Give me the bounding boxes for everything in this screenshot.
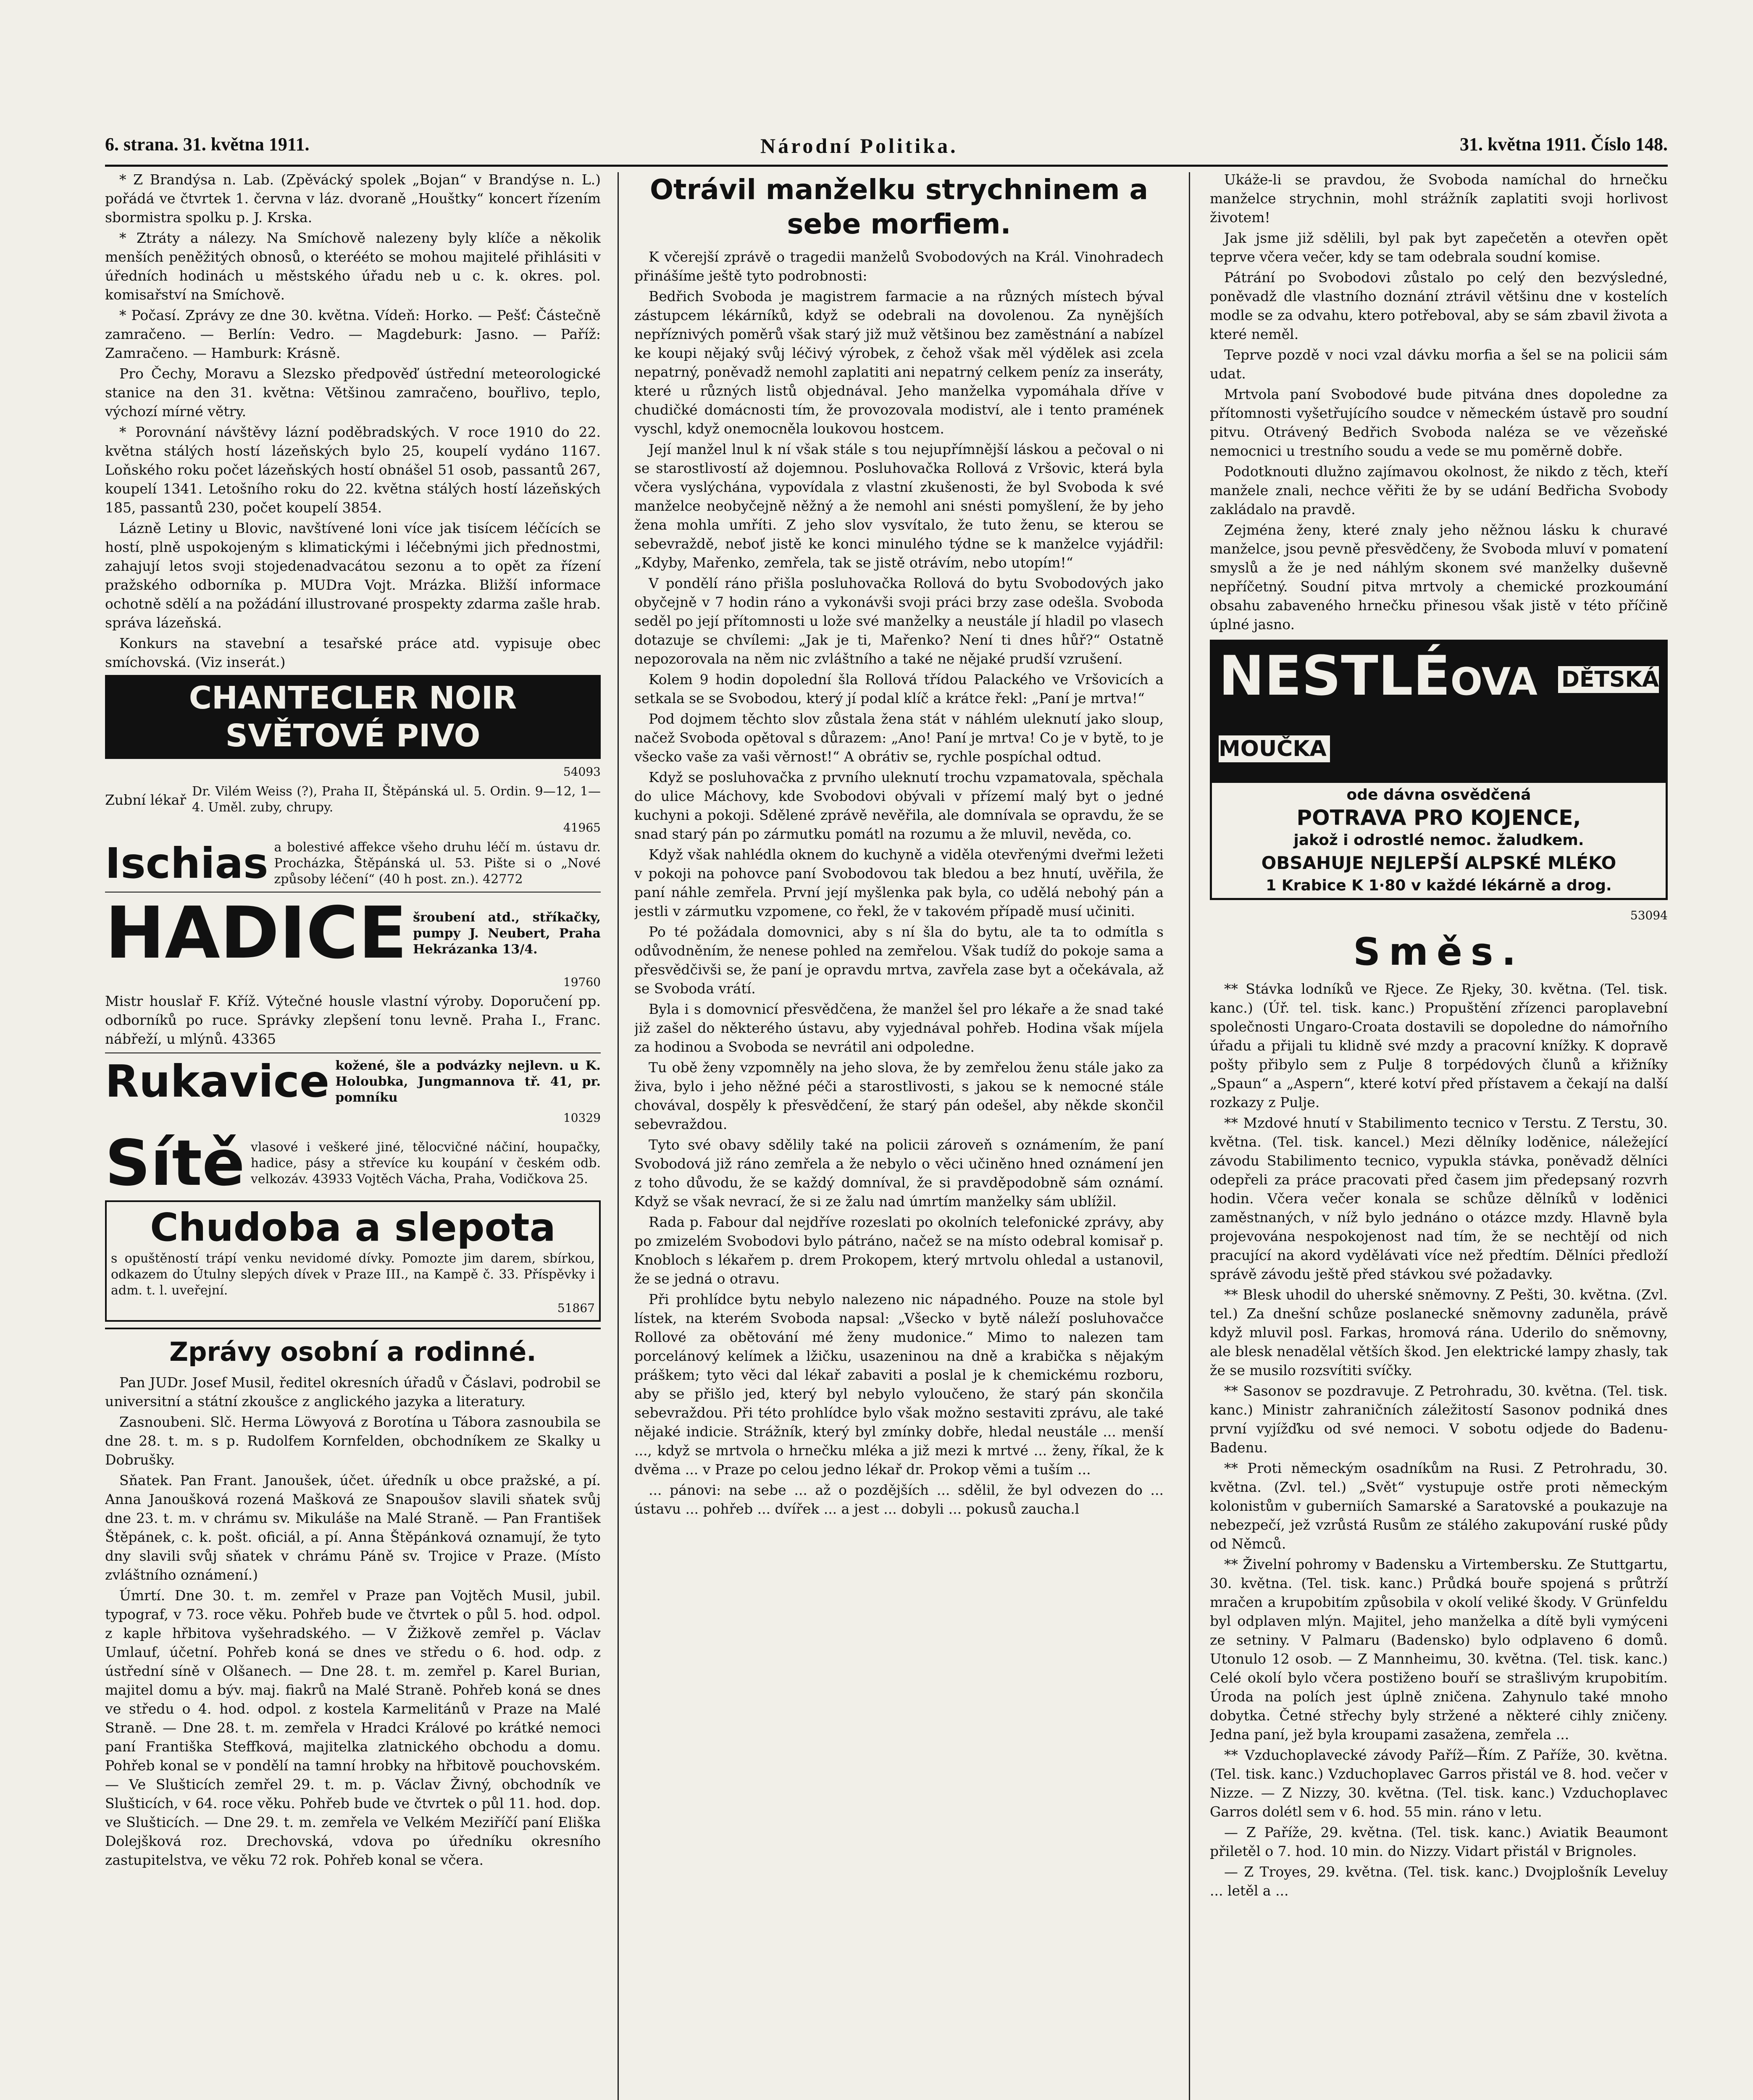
- news-item: * Ztráty a nálezy. Na Smíchově nalezeny byly klíče a několik menších peněžitých obnosů, o kterééto se mohou majitelé přihlásiti v úředních hodinách u městského úřadu neb u c. k. okres. pol. komisařství na Smíchově.: [105, 230, 601, 303]
- news-item: Lázně Letiny u Blovic, navštívené loni více jak tisícem léčících se hostí, plně uspokojeným s klimatickými i léčebnými jich přednostmi, zahajují letos svoji stojedenadvacátou sezonu a to opět za řízení pražského odborníka p. MUDra Vojt. Mrázka. Bližší informace ochotně sdělí a na požádání illustrované prospekty zdarma zašle hrab. správa lázeňská.: [105, 520, 601, 631]
- ad-nestle-banner: [1212, 642, 1666, 783]
- ad-headline: Ischias: [105, 839, 268, 888]
- news-item: ** Živelní pohromy v Badensku a Virtembersku. Ze Stuttgartu, 30. května. (Tel. tisk. kanc.) Průdká bouře spojená s průtrží mračen a krupobitím způsobila v okolí veliké škody. V Grünfeldu byl odplaven mlýn. Majitel, jeho manželka a dítě byli vymýceni ze setniny. V Palmaru (Badensko) bylo odplaveno 6 domů. Utonulo 12 osob. — Z Mannheimu, 30. května. (Tel. tisk. kanc.) Celé okolí bylo včera postiženo bouří se strašlivým krupobitím. Úroda na polích jest úplně zničena. Zahynulo také mnoho dobytka. Četné střechy byly stržené a některé cihly zničeny. Jedna paní, jež byla kroupami zasažena, zemřela ...: [1210, 1556, 1668, 1743]
- ad-text: Dr. Vilém Weiss (?), Praha II, Štěpánská ul. 5. Ordin. 9—12, 1—4. Uměl. zuby, chrupy.: [192, 784, 601, 815]
- ad-text: vlasové i veškeré jiné, tělocvičné náčiní, houpačky, hadice, pásy a střevíce ku koupání v českém odb. velkozáv. 43933 Vojtěch Vácha, Praha, Vodičkova 25.: [250, 1140, 601, 1186]
- ad-number: 41965: [563, 821, 601, 835]
- news-item: ** Blesk uhodil do uherské sněmovny. Z Pešti, 30. května. (Zvl. tel.) Za dnešní schůze poslanecké sněmovny zaduněla, právě když mluvil posl. Farkas, hromová rána. Uderilo do sněmovny, ale blesk nenadělal větších škod. Jen elektrické lampy zhasly, tak že se musilo rozsvítiti svíčky.: [1210, 1286, 1668, 1379]
- ad-zubni-lekar: [105, 784, 601, 816]
- ad-headline: HADICE: [105, 892, 407, 975]
- article-paragraph: ... pánovi: na sebe ... až o pozdějších ... sdělil, že byl odvezen do ... ústavu ... pohřeb ... dvířek ... a jest ... dobyli ... pokusů zaucha.l: [634, 1482, 1164, 1517]
- ad-chantecler-line-1: CHANTECLER NOIR: [189, 680, 517, 716]
- column-3: [1210, 170, 1668, 2100]
- section-title: Zprávy osobní a rodinné.: [169, 1336, 536, 1367]
- article-paragraph: Mrtvola paní Svobodové bude pitvána dnes dopoledne za přítomnosti vyšetřujícího soudce v německém ústavě pro soudní pitvu. Otrávený Bedřich Svoboda naléza se ve vězeňské nemocnici u trestního soudu a vede se mu poměrně dobře.: [1210, 386, 1668, 459]
- news-item: Konkurs na stavební a tesařské práce atd. vypisuje obec smíchovská. (Viz inserát.): [105, 635, 601, 670]
- news-item: Úmrtí. Dne 30. t. m. zemřel v Praze pan Vojtěch Musil, jubil. typograf, v 73. roce věku. Pohřeb bude ve čtvrtek o půl 5. hod. odpol. z kaple hřbitova vyšehradského. — V Žižkově zemřel p. Václav Umlauf, účetní. Pohřeb koná se dnes ve středu o 6. hod. odp. z ústřední síně v Olšanech. — Dne 28. t. m. zemřel p. Karel Burian, majitel domu a býv. maj. fiakrů na Malé Straně. Pohřeb koná se dnes ve středu o 4. hod. odpol. z kostela Karmelitánů v Praze na Malé Straně. — Dne 28. t. m. zemřela v Hradci Králové po krátké nemoci paní Františka Steffková, majitelka zlatnického obchodu a domu. Pohřeb konal se v pondělí na tamní hrobky na hřbitově pouchovském. — Ve Slušticích zemřel 29. t. m. p. Václav Živný, obchodník ve Slušticích, v 64. roce věku. Pohřeb bude ve čtvrtek o půl 11. hod. dop. ve Slušticích. — Dne 29. t. m. zemřela ve Velkém Meziříčí paní Eliška Dolejšková roz. Drechovská, vdova po úředníku okresního zastupitelstva, ve věku 72 rok. Pohřeb konal se včera.: [105, 1587, 601, 1868]
- ad-headline: Sítě: [105, 1127, 245, 1200]
- ad-chantecler: [105, 675, 601, 759]
- ad-nestle-brand: NESTLÉ: [1219, 644, 1451, 708]
- news-item: — Z Troyes, 29. května. (Tel. tisk. kanc.) Dvojplošník Leveluy ... letěl a ...: [1210, 1864, 1668, 1899]
- news-item: Pan JUDr. Josef Musil, ředitel okresních úřadů v Čáslavi, podrobil se universitní a státní zkoušce z anglického jazyka a literatury.: [105, 1374, 601, 1410]
- article-paragraph: K včerejší zprávě o tragedii manželů Svobodových na Král. Vinohradech přinášíme ještě tyto podrobnosti:: [634, 249, 1164, 284]
- ad-headline: Chudoba a slepota: [150, 1205, 556, 1250]
- column-2: [634, 170, 1164, 2100]
- article-paragraph: Po té požádala domovnici, aby s ní šla do bytu, ale ta to odmítla s odůvodněním, že nenese pohled na zemřelou. Však tudíž do pokoje sama a přesvědčivši se, že paní je opravdu mrtva, zavřela zase byt a očekávala, až se Svoboda vrátí.: [634, 924, 1164, 997]
- article-paragraph: V pondělí ráno přišla posluhovačka Rollová do bytu Svobodových jako obyčejně v 7 hodin ráno a vykonávši svoji práci brzy zase odešla. Svoboda seděl po její přítomnosti u lože své manželky a neustále jí hladil po vlasech dotazuje se chvílemi: „Jak je ti, Mařenko? Není ti dnes hůř?“ Ostatně nepozorovala na něm nic zvláštního a také ne nějaké prudší vzrušení.: [634, 575, 1164, 667]
- news-item: ** Mzdové hnutí v Stabilimento tecnico v Terstu. Z Terstu, 30. května. (Tel. tisk. kancel.) Mezi dělníky loděnice, náležející závodu Stabilimento tecnico, vypukla stávka, poněvadž dělníci odepřeli za práce pracovati před časem jim předepsaný rozvrh hodin. Včera večer konala se schůze dělníků v loděnici zaměstnaných, v níž bylo jednáno o otázce mzdy. Hlavně byla projevována nespokojenost nad tím, že se nechtějí od nich pracující na akord vydělávati více než předtím. Dělníci předloží správě závodu ještě před stávkou své požadavky.: [1210, 1115, 1668, 1283]
- ad-nestle-product: DĚTSKÁ MOUČKA: [1219, 667, 1659, 762]
- article-paragraph: Bedřich Svoboda je magistrem farmacie a na různých místech býval zástupcem lékárníků, když se odebrali na dovolenou. Za nynějších nepříznivých poměrů však starý již muž většinou bez zaměstnání a nabízel ke koupi nějaký svůj léčivý výrobek, z čehož však měl výdělek asi zcela nepatrný, poněvadž nemohl zaplatiti ani nepatrný celkem peníz za inseráty, které u různých listů objednával. Jeho manželka vypomáhala dříve v chudičké domácnosti tím, že provozovala modiství, ale i tento pramének vyschl, když onemocněla loukovou hostcem.: [634, 288, 1164, 437]
- ad-line: jakož i odrostlé nemoc. žaludkem.: [1293, 832, 1584, 849]
- ad-number: 53094: [1630, 908, 1668, 923]
- article-paragraph: Tyto své obavy sdělily také na policii zároveň s oznámením, že paní Svobodová již ráno zemřela a že nebylo o věci učiněno hned oznámení jen z toho důvodu, že se každý domníval, že si pravděpodobně sám oznámí. Když se však nevrací, že si ze žalu nad úmrtím manželky sám ublížil.: [634, 1137, 1164, 1210]
- ad-headline: Zubní lékař: [105, 791, 187, 808]
- news-item: ** Vzduchoplavecké závody Paříž—Řím. Z Paříže, 30. května. (Tel. tisk. kanc.) Vzduchoplavec Garros přistál ve 8. hod. večer v Nizze. — Z Nizzy, 30. května. (Tel. tisk. kanc.) Vzduchoplavec Garros dolétl sem v 6. hod. 55 min. ráno v letu.: [1210, 1747, 1668, 1820]
- ad-ischias: [105, 840, 601, 887]
- article-paragraph: Zejména ženy, které znaly jeho něžnou lásku k churavé manželce, jsou pevně přesvědčeny, že Svoboda mluví v pomatení smyslů a že je ned náhlým skonem své manželky duševně nepříčetný. Soudní pitva mrtvoly a chemické prozkoumání obsahu zabaveného hrnečku přinesou však jistě v této příčině úplné jasno.: [1210, 522, 1668, 633]
- divider: [105, 1328, 601, 1329]
- column-rule-2: [1189, 172, 1190, 2100]
- article-paragraph: Když však nahlédla oknem do kuchyně a viděla otevřenými dveřmi ležeti v pokoji na pohovce paní Svobodovou tak bledou a bez hnutí, uvěřila, že paní náhle zemřela. První její myšlenka pak byla, co udělá nebohý pán a jestli v zármutku vzpomene, co řekl, že v takovém případě musí učiniti.: [634, 846, 1164, 919]
- news-item: * Porovnání návštěvy lázní poděbradských. V roce 1910 do 22. května stálých hostí lázeňských bylo 25, koupelí vydáno 1167. Loňského roku počet lázeňských hostí obnášel 51 osob, passantů 267, koupelí 1341. Letošního roku do 22. května stálých hostí lázeňských 185, passantů 230, počet koupelí 3854.: [105, 424, 601, 516]
- news-item: * Z Brandýsa n. Lab. (Zpěvácký spolek „Bojan“ v Brandýse n. L.) pořádá ve čtvrtek 1. června v láz. dvoraně „Houštky“ koncert řízením sbormistra spolku p. J. Krska.: [105, 171, 601, 226]
- news-item: * Počasí. Zprávy ze dne 30. května. Vídeň: Horko. — Pešť: Částečně zamračeno. — Berlín: Vedro. — Magdeburk: Jasno. — Paříž: Zamračeno. — Hamburk: Krásně.: [105, 307, 601, 361]
- ad-headline: Rukavice: [105, 1056, 330, 1107]
- ad-hadice: [105, 892, 601, 975]
- article-paragraph: Jak jsme již sdělili, byl pak byt zapečetěn a otevřen opět teprve včera večer, kdy se tam odebrala soudní komise.: [1210, 230, 1668, 265]
- article-paragraph: Když se posluhovačka z prvního uleknutí trochu vzpamatovala, spěchala do ulice Máchovy, kde Svobodovi obývali v přízemí malý byt o jedné kuchyni a pokoji. Sdělené zprávě nevěřila, ale domnívala se opravdu, že se snad starý pán po zármutku pomátl na rozumu a že mluvil, nevěda, co.: [634, 769, 1164, 842]
- article-paragraph: Tu obě ženy vzpomněly na jeho slova, že by zemřelou ženu stále jako za živa, bylo i jeho něžné péči a starostlivosti, s jakou se k nemocné stále chovával, dospěly k přesvědčení, že starý pán odešel, aby někde skončil sebevraždou.: [634, 1059, 1164, 1132]
- ad-text: šroubení atd., stříkačky, pumpy J. Neubert, Praha Hekrázanka 13/4.: [413, 910, 601, 957]
- column-rule-1: [618, 172, 619, 2100]
- news-item: ** Stávka lodníků ve Rjece. Ze Rjeky, 30. května. (Tel. tisk. kanc.) (Úř. tel. tisk. kanc.) Propuštění zřízenci paroplavební společnosti Ungaro-Croata dostavili se dopoledne do námořního úřadu a přijali tu klidně své mzdy a pracovní knížky. K dopravě pošty přibylo sem z Pulje 8 torpédových člunů a křižníky „Spaun“ a „Aspern“, které kotví před přístavem a čekají na další rozkazy z Pulje.: [1210, 981, 1668, 1111]
- article-paragraph: Kolem 9 hodin dopolední šla Rollová třídou Palackého ve Vršovicích a setkala se se Svobodou, který jí podal klíč a krátce řekl: „Paní je mrtva!“: [634, 671, 1164, 706]
- ad-number: 54093: [563, 765, 601, 779]
- ad-nestle-suffix: OVA: [1450, 660, 1537, 704]
- header-right: 31. května 1911. Číslo 148.: [1459, 134, 1668, 155]
- article-paragraph: Její manžel lnul k ní však stále s tou nejupřímnější láskou a pečoval o ni se starostlivostí až dojemnou. Posluhovačka Rollová z Vršovic, která byla včera vyslýchána, vypovídala z vlastní zkušenosti, že byl Svoboda k své manželce neobyčejně něžný a že nemohl ani snésti pomyšlení, že by jeho žena mohla umříti. Z jeho slov vysvítalo, že tuto ženu, se kterou se sebevraždě, neboť jistě ke konci minulého týdne se k manželce vyjádřil: „Kdyby, Mařenko, zemřela, tak se jistě otrávím, nebo utopím!“: [634, 441, 1164, 571]
- section-title: Směs.: [1353, 930, 1524, 974]
- ad-text: kožené, šle a podvázky nejlevn. u K. Holoubka, Jungmannova tř. 41, pr. pomníku: [335, 1058, 601, 1105]
- news-item: ** Proti německým osadníkům na Rusi. Z Petrohradu, 30. května. (Zvl. tel.) „Svět“ vystupuje ostře proti německým kolonistům v guberniích Samarské a Saratovské a poukazuje na nebezpečí, jež vzrůstá Rusům ze stálého zakupování ruské půdy od Němců.: [1210, 1460, 1668, 1552]
- ad-rukavice: [105, 1058, 601, 1106]
- news-item: Pro Čechy, Moravu a Slezsko předpověď ústřední meteorologické stanice na den 31. května: Většinou zamračeno, bouřlivo, teplo, výchozí mírné větry.: [105, 365, 601, 420]
- ad-number: 10329: [563, 1111, 601, 1125]
- ad-chudoba: [105, 1200, 601, 1322]
- article-paragraph: Ukáže-li se pravdou, že Svoboda namíchal do hrnečku manželce strychnin, mohl strážník zaplatiti svoji horlivost životem!: [1210, 171, 1668, 226]
- ad-text: a bolestivé affekce všeho druhu léčí m. ústavu dr. Procházka, Štěpánská ul. 53. Pište si o „Nové způsoby léčení“ (40 h post. zn.). 42772: [274, 840, 601, 887]
- ad-chantecler-line-2: SVĚTOVÉ PIVO: [225, 718, 481, 754]
- news-item: — Z Paříže, 29. května. (Tel. tisk. kanc.) Aviatik Beaumont přiletěl o 7. hod. 10 min. do Nizzy. Vidart přistál v Brignoles.: [1210, 1824, 1668, 1860]
- ad-line: OBSAHUJE NEJLEPŠÍ ALPSKÉ MLÉKO: [1261, 853, 1616, 874]
- header-left: 6. strana. 31. května 1911.: [105, 134, 310, 155]
- news-item: Sňatek. Pan Frant. Janoušek, účet. úředník u obce pražské, a pí. Anna Janoušková rozená Mašková ze Snapoušov slavili sňatek svůj dne 23. t. m. v chrámu sv. Mikuláše na Malé Straně. — Pan František Štěpánek, c. k. pošt. oficiál, a pí. Anna Štěpánková oznamují, že tyto dny slavili svůj sňatek v chrámu Páně sv. Trojice v Praze. (Místo zvláštního oznámení.): [105, 1472, 601, 1583]
- ad-number: 51867: [557, 1301, 595, 1315]
- ad-site: [105, 1127, 601, 1200]
- news-item: Zasnoubeni. Slč. Herma Löwyová z Borotína u Tábora zasnoubila se dne 28. t. m. s p. Rudolfem Kornfelden, obchodníkem ze Skalky u Dobrušky.: [105, 1414, 601, 1468]
- ad-number: 19760: [563, 975, 601, 989]
- masthead: Národní Politika.: [760, 134, 958, 158]
- article-paragraph: Pátrání po Svobodovi zůstalo po celý den bezvýsledné, poněvadž dle vlastního doznání ztrávil většinu dne v kostelích modle se za odvahu, ktero potřeboval, aby se sám zbavil života a které neměl.: [1210, 269, 1668, 342]
- article-paragraph: Byla i s domovnicí přesvědčena, že manžel šel pro lékaře a že snad také již zašel do některého ústavu, aby vyjednával pohřeb. Hodina však míjela za hodinou a Svoboda se nevrátil ani odpoledne.: [634, 1001, 1164, 1055]
- article-paragraph: Podotknouti dlužno zajímavou okolnost, že nikdo z těch, kteří manžele znali, nechce věřiti že by se udání Bedřicha Svobody zakládalo na pravdě.: [1210, 463, 1668, 517]
- article-title: Otrávil manželku strychninem a sebe morfiem.: [649, 173, 1149, 240]
- news-item: Mistr houslař F. Kříž. Výtečné housle vlastní výroby. Doporučení pp. odborníků po ruce. Správky zlepšení tonu levně. Praha I., Franc. nábřeží, u mlýnů. 43365: [105, 993, 601, 1047]
- news-item: ** Sasonov se pozdravuje. Z Petrohradu, 30. května. (Tel. tisk. kanc.) Ministr zahraničních záležitostí Sasonov podniká dnes první vyjížďku od své nemoci. V sobotu odjede do Badenu-Badenu.: [1210, 1383, 1668, 1456]
- ad-nestle-text: [1212, 783, 1666, 898]
- article-paragraph: Rada p. Fabour dal nejdříve rozeslati po okolních telefonické zprávy, aby po zmizelém Svobodovi bylo pátráno, načež se na místo odebral komisař p. Knobloch s lékařem p. drem Prokopem, který mrtvolu ohledal a ustanovil, že se jedná o otravu.: [634, 1214, 1164, 1287]
- ad-text: s opuštěností trápí venku nevidomé dívky. Pomozte jim darem, sbírkou, odkazem do Útulny slepých dívek v Praze III., na Kampě č. 33. Příspěvky i adm. t. l. uveřejní.: [111, 1251, 595, 1298]
- header-rule: [105, 165, 1668, 167]
- article-paragraph: Teprve pozdě v noci vzal dávku morfia a šel se na policii sám udat.: [1210, 346, 1668, 382]
- article-paragraph: Pod dojmem těchto slov zůstala žena stát v náhlém uleknutí jako sloup, načež Svoboda opětoval s důrazem: „Ano! Paní je mrtva! Co je v bytě, to je všecko vaše za vaši věrnost!“ A obrátiv se, rychle pospíchal odtud.: [634, 711, 1164, 765]
- article-paragraph: Při prohlídce bytu nebylo nalezeno nic nápadného. Pouze na stole byl lístek, na kterém Svoboda napsal: „Všecko v bytě náleží posluhovačce Rollové za obětování mé ženy mudonice.“ Mimo to nalezen tam porcelánový kelímek a lžičku, usazeninou na dně a krabička s nějakým práškem; tyto věci dal lékař zabaviti a poslal je k chemickému rozboru, aby se přišlo jed, který byl nebylo vyloučeno, že starý pán skončila sebevraždou. Při této prohlídce bylo však možno sestaviti zprávu, ale také nějaké indicie. Strážník, který byl zmínky dobře, hledal neustále ... menší ..., když se mrtvola o hrnečku mléka a již mezi k mrtvé ... ženy, říkal, že k dvěma ... v Praze po celou jedno lékař dr. Prokop věmi a tuším ...: [634, 1291, 1164, 1478]
- ad-line: ode dávna osvědčená: [1346, 786, 1531, 804]
- ad-nestle: [1210, 640, 1668, 900]
- ad-line: 1 Krabice K 1·80 v každé lékárně a drog.: [1266, 877, 1612, 895]
- column-1: [105, 170, 601, 2100]
- ad-line: POTRAVA PRO KOJENCE,: [1296, 806, 1581, 830]
